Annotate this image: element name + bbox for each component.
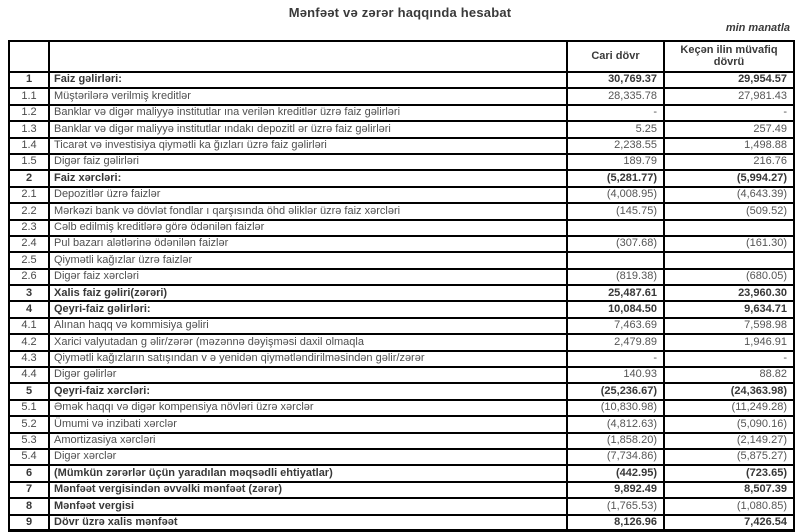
row-label: Xalis faiz gəliri(zərəri): [49, 285, 567, 301]
row-previous-value: 1,946.91: [664, 334, 794, 350]
table-row: [9, 236, 794, 252]
profit-loss-table: [8, 40, 795, 532]
table-row: [9, 334, 794, 350]
row-current-value: (5,281.77): [567, 170, 664, 186]
row-current-value: (25,236.67): [567, 383, 664, 399]
row-label: Qiymətli kağızlar üzrə faizlər: [49, 252, 567, 268]
row-label: Digər xərclər: [49, 449, 567, 465]
row-number: 2.5: [9, 252, 49, 268]
row-previous-value: -: [664, 351, 794, 367]
row-previous-value: 8,507.39: [664, 482, 794, 498]
row-current-value: [567, 220, 664, 236]
row-previous-value: [664, 220, 794, 236]
row-number: 9: [9, 515, 49, 531]
row-previous-value: 27,981.43: [664, 88, 794, 104]
row-number: 1.5: [9, 154, 49, 170]
row-previous-value: (5,090.16): [664, 416, 794, 432]
table-row: [9, 301, 794, 317]
row-previous-value: (11,249.28): [664, 400, 794, 416]
row-label: Faiz gəlirləri:: [49, 72, 567, 88]
row-number: 1.2: [9, 105, 49, 121]
row-current-value: -: [567, 105, 664, 121]
row-label: Cəlb edilmiş kreditlərə görə ödənilən faizlər: [49, 220, 567, 236]
row-previous-value: 23,960.30: [664, 285, 794, 301]
row-number: 7: [9, 482, 49, 498]
row-previous-value: 7,426.54: [664, 515, 794, 531]
row-current-value: 189.79: [567, 154, 664, 170]
row-label: Əmək haqqı və digər kompensiya növləri üzrə xərclər: [49, 400, 567, 416]
row-previous-value: 9,634.71: [664, 301, 794, 317]
header-no: [9, 41, 49, 72]
row-label: (Mümkün zərərlər üçün yaradılan məqsədli ehtiyatlar): [49, 465, 567, 481]
row-number: 2.4: [9, 236, 49, 252]
row-number: 1.1: [9, 88, 49, 104]
table-row: [9, 351, 794, 367]
row-number: 1.4: [9, 138, 49, 154]
row-number: 2: [9, 170, 49, 186]
unit-note: min manatla: [725, 22, 790, 34]
row-label: Ticarət və investisiya qiymətli ka ğızları üzrə faiz gəlirləri: [49, 138, 567, 154]
row-previous-value: 29,954.57: [664, 72, 794, 88]
header-current-period: Cari dövr: [567, 41, 664, 72]
row-previous-value: [664, 252, 794, 268]
row-previous-value: -: [664, 105, 794, 121]
row-current-value: (4,008.95): [567, 187, 664, 203]
row-previous-value: (680.05): [664, 269, 794, 285]
row-current-value: 10,084.50: [567, 301, 664, 317]
row-current-value: 25,487.61: [567, 285, 664, 301]
row-current-value: (1,858.20): [567, 433, 664, 449]
row-label: Qeyri-faiz xərcləri:: [49, 383, 567, 399]
table-row: [9, 285, 794, 301]
row-previous-value: (5,875.27): [664, 449, 794, 465]
row-number: 8: [9, 498, 49, 514]
row-label: Depozitlər üzrə faizlər: [49, 187, 567, 203]
row-number: 5: [9, 383, 49, 399]
row-previous-value: (1,080.85): [664, 498, 794, 514]
row-current-value: 28,335.78: [567, 88, 664, 104]
table-row: [9, 72, 794, 88]
row-current-value: (442.95): [567, 465, 664, 481]
row-number: 5.1: [9, 400, 49, 416]
table-row: [9, 138, 794, 154]
table-row: [9, 318, 794, 334]
table-row: [9, 383, 794, 399]
row-current-value: 30,769.37: [567, 72, 664, 88]
row-current-value: (7,734.86): [567, 449, 664, 465]
table-row: [9, 203, 794, 219]
row-current-value: (10,830.98): [567, 400, 664, 416]
row-label: Qiymətli kağızların satışından v ə yenidən qiymətləndirilməsindən gəlir/zərər: [49, 351, 567, 367]
row-number: 1: [9, 72, 49, 88]
row-previous-value: (723.65): [664, 465, 794, 481]
row-label: Qeyri-faiz gəlirləri:: [49, 301, 567, 317]
row-current-value: (1,765.53): [567, 498, 664, 514]
table-row: [9, 449, 794, 465]
row-number: 5.4: [9, 449, 49, 465]
row-label: Banklar və digər maliyyə institutlar ına verilən kreditlər üzrə faiz gəlirləri: [49, 105, 567, 121]
table-row: [9, 105, 794, 121]
row-number: 6: [9, 465, 49, 481]
row-previous-value: 1,498.88: [664, 138, 794, 154]
table-row: [9, 252, 794, 268]
row-label: Mənfəət vergisi: [49, 498, 567, 514]
row-label: Xarici valyutadan g əlir/zərər (məzənnə dəyişməsi daxil olmaqla: [49, 334, 567, 350]
row-number: 3: [9, 285, 49, 301]
table-row: [9, 515, 794, 531]
row-current-value: -: [567, 351, 664, 367]
row-current-value: (819.38): [567, 269, 664, 285]
row-previous-value: (5,994.27): [664, 170, 794, 186]
row-current-value: (307.68): [567, 236, 664, 252]
row-previous-value: 7,598.98: [664, 318, 794, 334]
table-row: [9, 400, 794, 416]
row-current-value: 8,126.96: [567, 515, 664, 531]
header-label: [49, 41, 567, 72]
row-current-value: [567, 252, 664, 268]
row-number: 2.6: [9, 269, 49, 285]
report-title: Mənfəət və zərər haqqında hesabat: [288, 5, 512, 20]
row-previous-value: (4,643.39): [664, 187, 794, 203]
row-current-value: 140.93: [567, 367, 664, 383]
table-row: [9, 433, 794, 449]
row-number: 2.1: [9, 187, 49, 203]
row-number: 4.4: [9, 367, 49, 383]
row-label: Müştərilərə verilmiş kreditlər: [49, 88, 567, 104]
row-label: Ümumi və inzibati xərclər: [49, 416, 567, 432]
table-row: [9, 498, 794, 514]
row-current-value: (4,812.63): [567, 416, 664, 432]
row-label: Mənfəət vergisindən əvvəlki mənfəət (zərər): [49, 482, 567, 498]
row-label: Digər faiz xərcləri: [49, 269, 567, 285]
row-number: 2.2: [9, 203, 49, 219]
row-previous-value: 257.49: [664, 121, 794, 137]
row-current-value: 5.25: [567, 121, 664, 137]
row-current-value: 7,463.69: [567, 318, 664, 334]
table-row: [9, 367, 794, 383]
row-number: 5.2: [9, 416, 49, 432]
row-number: 2.3: [9, 220, 49, 236]
row-number: 1.3: [9, 121, 49, 137]
row-number: 4.2: [9, 334, 49, 350]
row-previous-value: 216.76: [664, 154, 794, 170]
row-previous-value: (161.30): [664, 236, 794, 252]
row-label: Faiz xərcləri:: [49, 170, 567, 186]
row-label: Mərkəzi bank və dövlət fondlar ı qarşısında öhd əliklər üzrə faiz xərcləri: [49, 203, 567, 219]
table-row: [9, 465, 794, 481]
table-header: [9, 41, 794, 72]
table-row: [9, 416, 794, 432]
header-previous-period: Keçən ilin müvafiq dövrü: [664, 41, 794, 72]
row-label: Digər faiz gəlirləri: [49, 154, 567, 170]
table-row: [9, 121, 794, 137]
row-number: 4.1: [9, 318, 49, 334]
row-number: 4: [9, 301, 49, 317]
row-previous-value: (24,363.98): [664, 383, 794, 399]
row-current-value: (145.75): [567, 203, 664, 219]
table-row: [9, 154, 794, 170]
table-row: [9, 187, 794, 203]
row-previous-value: 88.82: [664, 367, 794, 383]
table-row: [9, 88, 794, 104]
row-label: Dövr üzrə xalis mənfəət: [49, 515, 567, 531]
row-label: Digər gəlirlər: [49, 367, 567, 383]
row-current-value: 2,238.55: [567, 138, 664, 154]
row-number: 5.3: [9, 433, 49, 449]
table-row: [9, 482, 794, 498]
row-label: Alınan haqq və kommisiya gəliri: [49, 318, 567, 334]
table-row: [9, 170, 794, 186]
header-row: [9, 41, 794, 72]
row-number: 4.3: [9, 351, 49, 367]
row-previous-value: (509.52): [664, 203, 794, 219]
table-row: [9, 220, 794, 236]
row-label: Banklar və digər maliyyə institutlar ındakı depozitl ər üzrə faiz gəlirləri: [49, 121, 567, 137]
row-current-value: 9,892.49: [567, 482, 664, 498]
table-body: [9, 72, 794, 531]
row-current-value: 2,479.89: [567, 334, 664, 350]
row-label: Pul bazarı alətlərinə ödənilən faizlər: [49, 236, 567, 252]
row-previous-value: (2,149.27): [664, 433, 794, 449]
row-label: Amortizasiya xərcləri: [49, 433, 567, 449]
table-row: [9, 269, 794, 285]
